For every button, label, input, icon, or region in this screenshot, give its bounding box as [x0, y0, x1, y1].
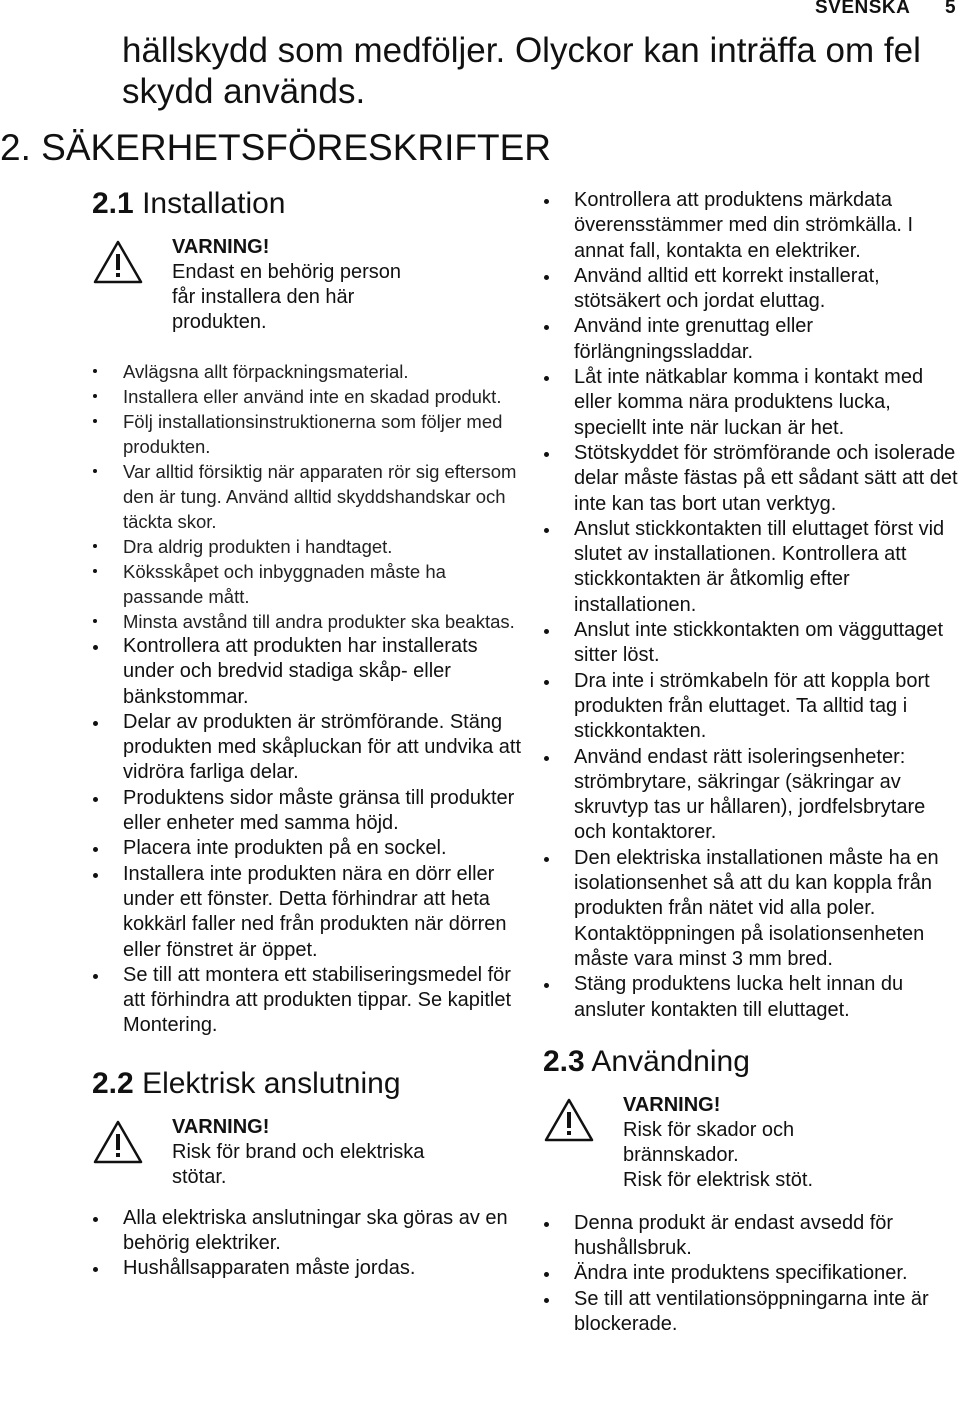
warning-text-line: får installera den här	[172, 286, 355, 308]
electrical-list	[92, 1206, 522, 1282]
right-column	[543, 188, 960, 1337]
list-item: Hushållsapparaten måste jordas.	[92, 1256, 522, 1281]
list-item: Stäng produktens lucka helt innan du ansluter kontakten till eluttaget.	[543, 972, 960, 1023]
warning-triangle-icon	[92, 1119, 144, 1165]
warning-title: VARNING!	[172, 1115, 270, 1138]
list-item: Den elektriska installationen måste ha en isolationsenhet så att du kan koppla från produkten från nätet vid alla poler. Kontaktöppningen på isolationsenheten måste vara minst 3 mm bred.	[543, 846, 960, 972]
list-item: Kontrollera att produktens märkdata överensstämmer med din strömkälla. I annat fall, kontakta en elektriker.	[543, 188, 960, 264]
list-item: Se till att ventilationsöppningarna inte är blockerade.	[543, 1287, 960, 1338]
warning-triangle-icon	[543, 1097, 595, 1143]
list-item: Produktens sidor måste gränsa till produkter eller enheter med samma höjd.	[92, 786, 522, 837]
list-item: Anslut inte stickkontakten om vägguttaget sitter löst.	[543, 618, 960, 669]
usage-heading-title: Användning	[591, 1044, 750, 1078]
list-item: Följ installationsinstruktionerna som följer med produkten.	[92, 409, 522, 459]
list-item: Stötskyddet för strömförande och isolerade delar måste fästas på ett sådant sätt att det inte kan tas bort utan verktyg.	[543, 441, 960, 517]
section-title: 2. SÄKERHETSFÖRESKRIFTER	[0, 127, 551, 168]
list-item: Minsta avstånd till andra produkter ska beaktas.	[92, 609, 522, 634]
electrical-warning	[92, 1115, 522, 1190]
list-item: Köksskåpet och inbyggnaden måste ha passande mått.	[92, 559, 522, 609]
list-item: Placera inte produkten på en sockel.	[92, 836, 522, 861]
installation-heading	[92, 185, 522, 223]
installation-list-continued	[92, 634, 522, 1039]
usage-heading-number: 2.3	[543, 1044, 585, 1078]
list-item: Använd endast rätt isoleringsenheter: strömbrytare, säkringar (säkringar av skruvtyp tas ur hållaren), jordfelsbrytare och kontaktorer.	[543, 745, 960, 846]
list-item: Dra aldrig produkten i handtaget.	[92, 534, 522, 559]
usage-warning	[543, 1093, 960, 1193]
warning-text-line: brännskador.	[623, 1143, 739, 1166]
warning-title: VARNING!	[172, 236, 270, 258]
list-item: Se till att montera ett stabiliseringsmedel för att förhindra att produkten tippar. Se kapitlet Montering.	[92, 963, 522, 1039]
electrical-list-continued	[543, 188, 960, 1023]
list-item: Delar av produkten är strömförande. Stäng produkten med skåpluckan för att undvika att vidröra farliga delar.	[92, 710, 522, 786]
warning-triangle-icon	[92, 239, 144, 285]
warning-text-line: produkten.	[172, 311, 267, 333]
language-label: SVENSKA	[815, 0, 911, 18]
page-number: 5	[945, 0, 956, 18]
usage-list	[543, 1211, 960, 1337]
list-item: Avlägsna allt förpackningsmaterial.	[92, 359, 522, 384]
warning-text-line: Risk för elektrisk stöt.	[623, 1168, 814, 1191]
installation-heading-number: 2.1	[92, 187, 134, 220]
list-item: Använd alltid ett korrekt installerat, stötsäkert och jordat eluttag.	[543, 264, 960, 315]
installation-heading-title: Installation	[142, 187, 286, 220]
intro-text: hällskydd som medföljer. Olyckor kan inträffa om fel skydd används.	[122, 31, 921, 111]
left-column	[92, 185, 522, 1282]
list-item: Installera inte produkten nära en dörr eller under ett fönster. Detta förhindrar att heta kokkärl faller ned från produkten när dörren eller fönstret är öppet.	[92, 862, 522, 963]
installation-list	[92, 359, 522, 634]
warning-title: VARNING!	[623, 1093, 721, 1116]
warning-text-line: Risk för brand och elektriska	[172, 1140, 425, 1163]
list-item: Ändra inte produktens specifikationer.	[543, 1261, 960, 1286]
list-item: Alla elektriska anslutningar ska göras av en behörig elektriker.	[92, 1206, 522, 1257]
warning-text-line: Endast en behörig person	[172, 261, 402, 283]
list-item: Denna produkt är endast avsedd för hushållsbruk.	[543, 1211, 960, 1262]
list-item: Kontrollera att produkten har installerats under och bredvid stadiga skåp- eller bänkstommar.	[92, 634, 522, 710]
list-item: Var alltid försiktig när apparaten rör sig eftersom den är tung. Använd alltid skyddshandskar och täckta skor.	[92, 459, 522, 534]
list-item: Dra inte i strömkabeln för att koppla bort produkten från eluttaget. Ta alltid tag i stickkontakten.	[543, 669, 960, 745]
electrical-heading-title: Elektrisk anslutning	[142, 1066, 401, 1100]
installation-warning	[92, 235, 522, 335]
page-header	[0, 0, 960, 24]
usage-heading	[543, 1043, 960, 1081]
warning-text-line: Risk för skador och	[623, 1118, 795, 1141]
list-item: Anslut stickkontakten till eluttaget först vid slutet av installationen. Kontrollera att stickkontakten är åtkomlig efter installationen.	[543, 517, 960, 618]
electrical-heading-number: 2.2	[92, 1066, 134, 1100]
list-item: Använd inte grenuttag eller förlängningssladdar.	[543, 314, 960, 365]
electrical-heading	[92, 1065, 522, 1103]
list-item: Installera eller använd inte en skadad produkt.	[92, 384, 522, 409]
warning-text-line: stötar.	[172, 1165, 227, 1188]
list-item: Låt inte nätkablar komma i kontakt med eller komma nära produktens lucka, speciellt inte när luckan är het.	[543, 365, 960, 441]
